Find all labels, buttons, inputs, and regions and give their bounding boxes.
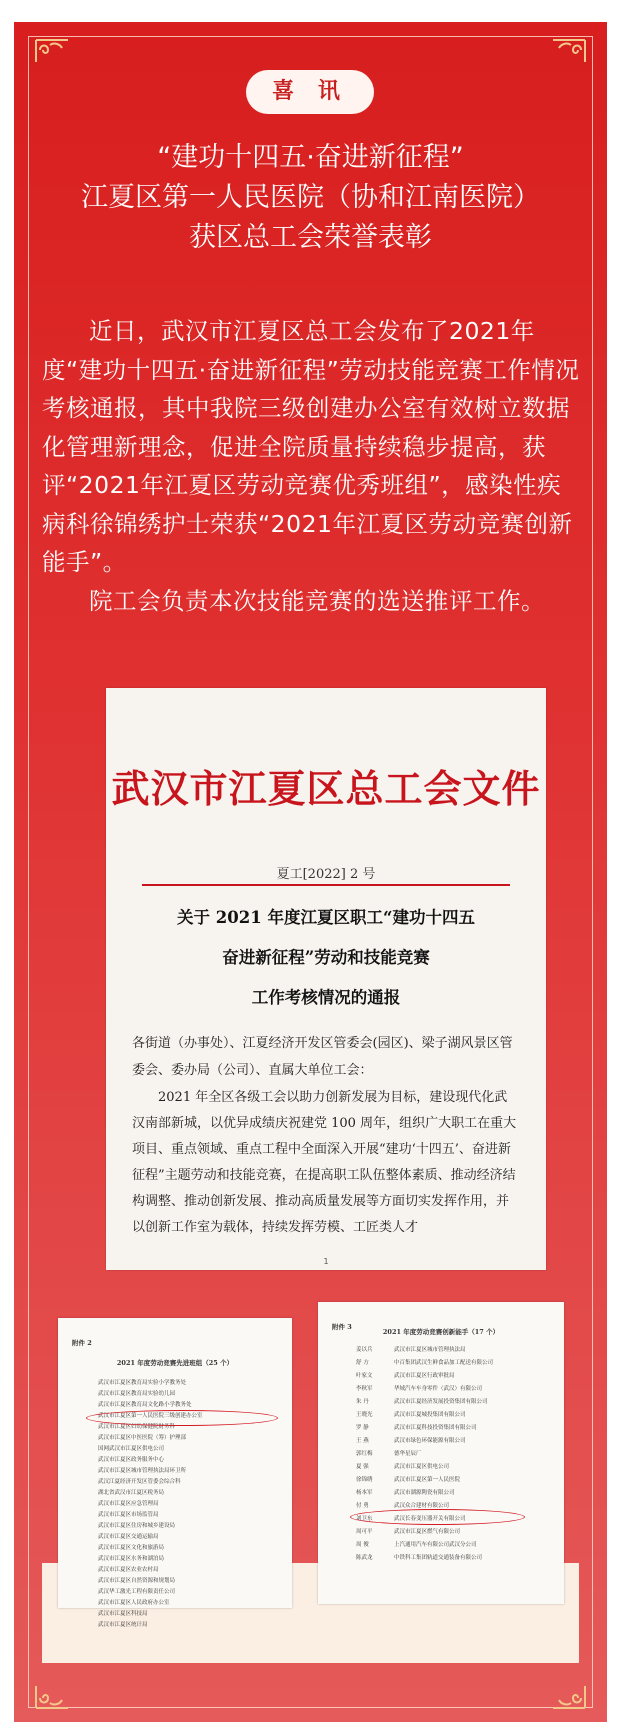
list-item: 武汉市江夏区住房和城乡建设局 xyxy=(98,1523,176,1529)
awardee-name: 王晓光 xyxy=(356,1412,373,1418)
awardee-unit: 武汉市江夏区供电公司 xyxy=(394,1464,450,1470)
awardee-unit: 武汉市绿色环保能源有限公司 xyxy=(394,1438,466,1444)
list-item: 武汉市江夏区人民政府办公室 xyxy=(98,1600,170,1606)
list-item xyxy=(356,1357,556,1370)
awardee-unit: 中铁科工集团轨道交通装备有限公司 xyxy=(394,1555,483,1561)
awardee-name: 夏 强 xyxy=(356,1464,369,1470)
body-paragraph: 院工会负责本次技能竞赛的选送推评工作。 xyxy=(89,586,545,615)
awardee-name: 李秋军 xyxy=(356,1386,373,1392)
list-item xyxy=(356,1461,556,1474)
attachment-title: 2021 年度劳动竞赛先进班组（25 个） xyxy=(116,1359,234,1367)
list-item: 武汉市江夏区统计局 xyxy=(98,1622,148,1628)
awardee-unit: 武汉市江夏经济发展投资集团有限公司 xyxy=(394,1399,488,1405)
attachment-3-image xyxy=(318,1302,564,1604)
list-item xyxy=(356,1487,556,1500)
awardee-unit: 武汉市江夏区城市管理执法局 xyxy=(394,1347,466,1353)
list-item: 国网武汉市江夏区供电公司 xyxy=(98,1446,165,1452)
corner-ornament-icon xyxy=(549,36,589,66)
awardee-name: 舒 方 xyxy=(356,1360,369,1366)
list-item xyxy=(356,1539,556,1552)
list-item: 湖北省武汉市江夏区税务局 xyxy=(98,1490,165,1496)
list-item xyxy=(356,1448,556,1461)
list-item xyxy=(356,1370,556,1383)
awardee-unit: 武汉市江夏城投集团有限公司 xyxy=(394,1412,466,1418)
awardee-unit: 武汉市江夏区燃气有限公司 xyxy=(394,1529,461,1535)
awardee-unit: 武汉长春变压器开关有限公司 xyxy=(394,1516,466,1522)
list-item: 武汉市江夏区科技局 xyxy=(98,1611,148,1617)
list-item: 武汉市江夏区农业农村局 xyxy=(98,1567,159,1573)
list-item xyxy=(356,1396,556,1409)
list-item: 武汉市江夏区自然资源和规划局 xyxy=(98,1578,176,1584)
body-paragraph: 近日，武汉市江夏区总工会发布了2021年度“建功十四五·奋进新征程”劳动技能竞赛工作情况考核通报，其中我院三级创建办公室有效树立数据化管理新理念，促进全院质量持续稳步提高，获评“2021年江夏区劳动竞赛优秀班组”，感染性疾病科徐锦绣护士荣获“2021年江夏区劳动竞赛创新能手”。 xyxy=(42,317,580,576)
awardee-unit: 上汽通用汽车有限公司武汉分公司 xyxy=(394,1542,477,1548)
list-item xyxy=(356,1474,556,1487)
awardee-name: 郭红梅 xyxy=(356,1451,373,1457)
news-badge: 喜 讯 xyxy=(246,70,374,114)
corner-ornament-icon xyxy=(32,1682,72,1712)
awardee-name: 姜以兵 xyxy=(356,1347,373,1353)
awardee-name: 杨本军 xyxy=(356,1490,373,1496)
headline-line-2: 江夏区第一人民医院（协和江南医院） xyxy=(81,182,540,213)
official-document-image xyxy=(106,688,546,1270)
attachment-2-image xyxy=(58,1318,292,1628)
list-item xyxy=(356,1552,556,1565)
article-body xyxy=(42,312,582,620)
document-content: 2021 年全区各级工会以助力创新发展为目标，建设现代化武汉南部新城，以优异成绩庆祝建党 100 周年，组织广大职工在重大项目、重点领域、重点工程中全面深入开展“建功‘十四五’、奋进新征程”主题劳动和技能竞赛，在提高职工队伍整体素质、推动经济结构调整、推动创新发展、推动高质量发展等方面切实发挥作用，并以创新工作室为载体，持续发挥劳模、工匠类人才 xyxy=(132,1090,517,1235)
attachment-title: 2021 年度劳动竞赛创新能手（17 个） xyxy=(382,1328,500,1336)
list-item: 武汉市江夏区中医医院（筹）护理部 xyxy=(98,1435,187,1441)
list-item: 武汉市江夏区第一人民医院三级创建办公室 xyxy=(98,1413,203,1419)
headline-line-3: 获区总工会荣誉表彰 xyxy=(189,222,432,253)
list-item: 武汉市江夏区妇幼保健院财务科 xyxy=(98,1424,176,1430)
list-item: 武汉市江夏区应急管理局 xyxy=(98,1501,159,1507)
list-item: 武汉市江夏区文化和旅游局 xyxy=(98,1545,165,1551)
awardee-name: 周可平 xyxy=(356,1529,373,1535)
document-title xyxy=(126,898,526,1018)
list-item xyxy=(356,1409,556,1422)
awardee-unit: 德华星辰厂 xyxy=(394,1451,422,1457)
attachment-label: 附件 2 xyxy=(72,1339,92,1347)
awardee-unit: 武汉众合建材有限公司 xyxy=(394,1503,450,1509)
list-item: 武汉华工激光工程有限责任公司 xyxy=(98,1589,176,1595)
list-item: 武汉市江夏区教育局文化路小学教务处 xyxy=(98,1402,192,1408)
list-item xyxy=(356,1435,556,1448)
awardee-name: 叶家文 xyxy=(356,1373,373,1379)
awardee-name: 罗 静 xyxy=(356,1425,369,1431)
list-item xyxy=(356,1422,556,1435)
list-item xyxy=(356,1526,556,1539)
awardee-unit: 武汉市江夏区第一人民医院 xyxy=(394,1477,461,1483)
attachment-label: 附件 3 xyxy=(332,1323,352,1331)
corner-ornament-icon xyxy=(549,1682,589,1712)
awardee-unit: 中百集团武汉生鲜食品加工配送有限公司 xyxy=(394,1360,494,1366)
list-item: 武汉市江夏区教育局实验小学教务处 xyxy=(98,1380,187,1386)
awardee-name: 朱 丹 xyxy=(356,1399,369,1405)
document-title-line-2: 奋进新征程”劳动和技能竞赛 xyxy=(222,948,430,967)
headline-line-1: “建功十四五·奋进新征程” xyxy=(157,142,464,173)
document-title-line-3: 工作考核情况的通报 xyxy=(251,988,401,1007)
list-item: 武汉市江夏区交通运输局 xyxy=(98,1534,159,1540)
list-item: 武汉市江夏区教育局实验幼儿园 xyxy=(98,1391,176,1397)
list-item: 武汉市江夏区市场监管局 xyxy=(98,1512,159,1518)
awardee-unit: 武汉市湖源陶瓷有限公司 xyxy=(394,1490,455,1496)
list-item: 武汉市江夏区水务和湖泊局 xyxy=(98,1556,165,1562)
awardee-name: 王 燕 xyxy=(356,1438,369,1444)
highlight-oval xyxy=(350,1509,525,1525)
awardee-name: 付 勇 xyxy=(356,1503,369,1509)
document-red-rule xyxy=(142,884,510,886)
document-header: 武汉市江夏区总工会文件 xyxy=(111,766,541,811)
document-title-line-1: 关于 2021 年度江夏区职工“建功十四五 xyxy=(177,908,475,927)
list-item: 武汉市江夏区城市管理执法局环卫所 xyxy=(98,1468,187,1474)
list-item: 武汉江夏经济开发区管委会综合科 xyxy=(98,1479,181,1485)
list-item: 武汉市江夏区政务服务中心 xyxy=(98,1457,165,1463)
headline xyxy=(30,138,591,258)
awardee-name: 刘卫东 xyxy=(356,1516,373,1522)
awardee-name: 徐锦绣 xyxy=(356,1477,373,1483)
list-item xyxy=(356,1344,556,1357)
corner-ornament-icon xyxy=(32,36,72,66)
document-number: 夏工[2022] 2 号 xyxy=(276,867,376,882)
attachment-list xyxy=(356,1344,556,1565)
awardee-unit: 武汉市江夏区行政审批局 xyxy=(394,1373,455,1379)
list-item xyxy=(356,1383,556,1396)
awardee-unit: 武汉市江夏科技投资集团有限公司 xyxy=(394,1425,477,1431)
awardee-name: 陈武龙 xyxy=(356,1555,373,1561)
awardee-unit: 华域汽车车身零件（武汉）有限公司 xyxy=(394,1386,483,1392)
highlight-oval xyxy=(86,1410,278,1426)
document-page-number: 1 xyxy=(323,1257,329,1266)
document-salutation: 各街道（办事处）、江夏经济开发区管委会(园区)、梁子湖风景区管委会、委办局（公司）、直属大单位工会： xyxy=(132,1036,513,1078)
awardee-name: 周 俊 xyxy=(356,1542,369,1548)
